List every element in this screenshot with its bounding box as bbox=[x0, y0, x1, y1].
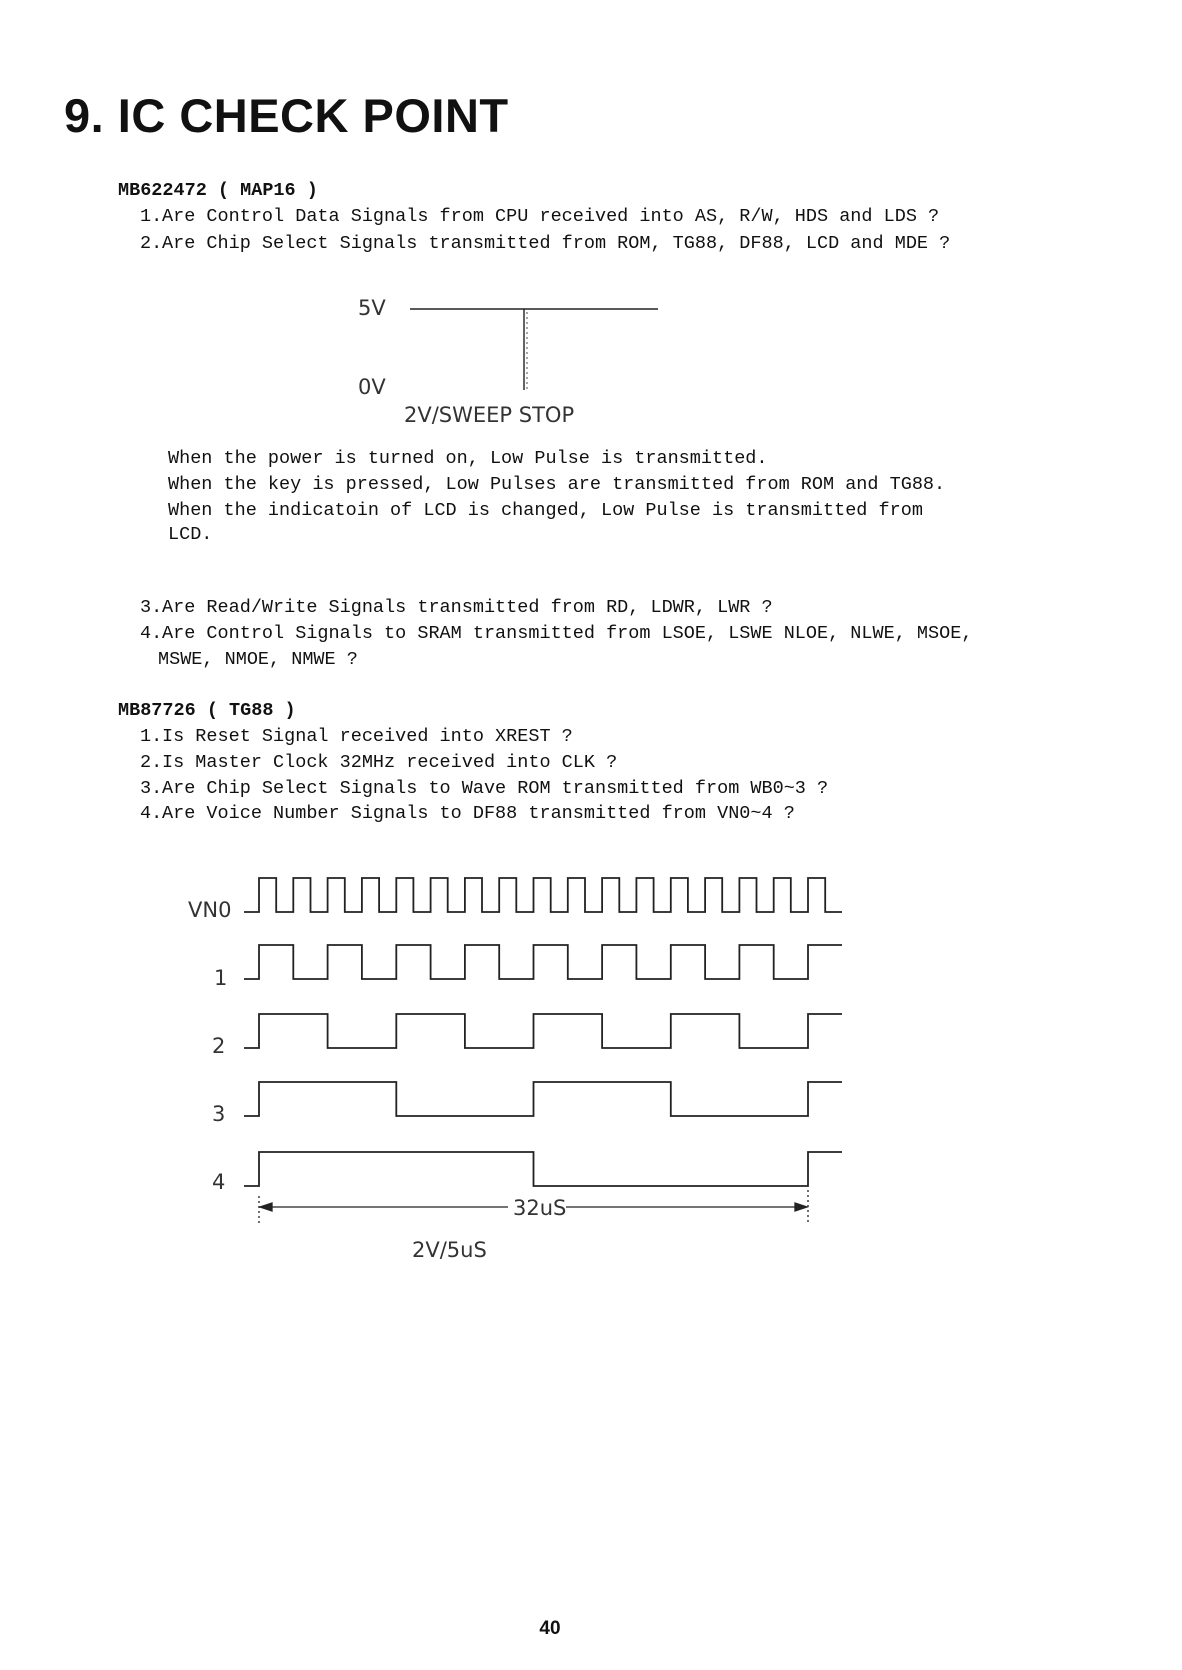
waveform-vn0 bbox=[244, 878, 842, 912]
list-item-number: 1. bbox=[140, 726, 163, 747]
list-item-number: 3. bbox=[140, 597, 163, 618]
chip-heading-mb87726: MB87726 ( TG88 ) bbox=[118, 700, 296, 721]
list-item-text: Are Read/Write Signals transmitted from RD, LDWR, LWR ? bbox=[162, 597, 773, 618]
timing-diagram bbox=[244, 878, 842, 1186]
signal-label-vn1: 1 bbox=[214, 966, 228, 990]
list-item-number: 4. bbox=[140, 803, 163, 824]
list-item-text: Are Chip Select Signals transmitted from ROM, TG88, DF88, LCD and MDE ? bbox=[162, 233, 951, 254]
arrowhead-left-icon bbox=[260, 1203, 272, 1211]
chip-heading-mb622472: MB622472 ( MAP16 ) bbox=[118, 180, 318, 201]
waveform-1 bbox=[244, 945, 842, 979]
scope-low-label: 0V bbox=[358, 375, 386, 399]
list-item-text: Is Reset Signal received into XREST ? bbox=[162, 726, 573, 747]
arrowhead-right-icon bbox=[795, 1203, 807, 1211]
signal-label-vn0: VN0 bbox=[188, 898, 232, 922]
period-marker bbox=[259, 1190, 808, 1224]
waveform-2 bbox=[244, 1014, 842, 1048]
signal-label-vn4: 4 bbox=[212, 1170, 226, 1194]
scope-high-label: 5V bbox=[358, 296, 386, 320]
list-item-continuation: MSWE, NMOE, NMWE ? bbox=[158, 649, 358, 670]
list-item-text: Is Master Clock 32MHz received into CLK ? bbox=[162, 752, 618, 773]
signal-label-vn3: 3 bbox=[212, 1102, 226, 1126]
period-label: 32uS bbox=[510, 1196, 569, 1220]
note-line: When the key is pressed, Low Pulses are transmitted from ROM and TG88. bbox=[168, 474, 946, 495]
waveform-4 bbox=[244, 1152, 842, 1186]
timing-setting-label: 2V/5uS bbox=[412, 1238, 487, 1262]
note-line: When the power is turned on, Low Pulse is transmitted. bbox=[168, 448, 768, 469]
note-line: LCD. bbox=[168, 524, 213, 545]
list-item-number: 2. bbox=[140, 752, 163, 773]
list-item-number: 2. bbox=[140, 233, 163, 254]
list-item-text: Are Control Signals to SRAM transmitted from LSOE, LSWE NLOE, NLWE, MSOE, bbox=[162, 623, 973, 644]
list-item-number: 3. bbox=[140, 778, 163, 799]
note-line: When the indicatoin of LCD is changed, Low Pulse is transmitted from bbox=[168, 500, 923, 521]
signal-label-vn2: 2 bbox=[212, 1034, 226, 1058]
list-item-text: Are Voice Number Signals to DF88 transmitted from VN0~4 ? bbox=[162, 803, 795, 824]
waveform-3 bbox=[244, 1082, 842, 1116]
page-title: 9. IC CHECK POINT bbox=[64, 89, 509, 142]
list-item-text: Are Control Data Signals from CPU received into AS, R/W, HDS and LDS ? bbox=[162, 206, 940, 227]
scope-setting-label: 2V/SWEEP STOP bbox=[404, 403, 575, 427]
scope-trace bbox=[410, 309, 658, 390]
page-number: 40 bbox=[539, 1618, 561, 1639]
list-item-number: 4. bbox=[140, 623, 163, 644]
list-item-text: Are Chip Select Signals to Wave ROM transmitted from WB0~3 ? bbox=[162, 778, 829, 799]
list-item-number: 1. bbox=[140, 206, 163, 227]
